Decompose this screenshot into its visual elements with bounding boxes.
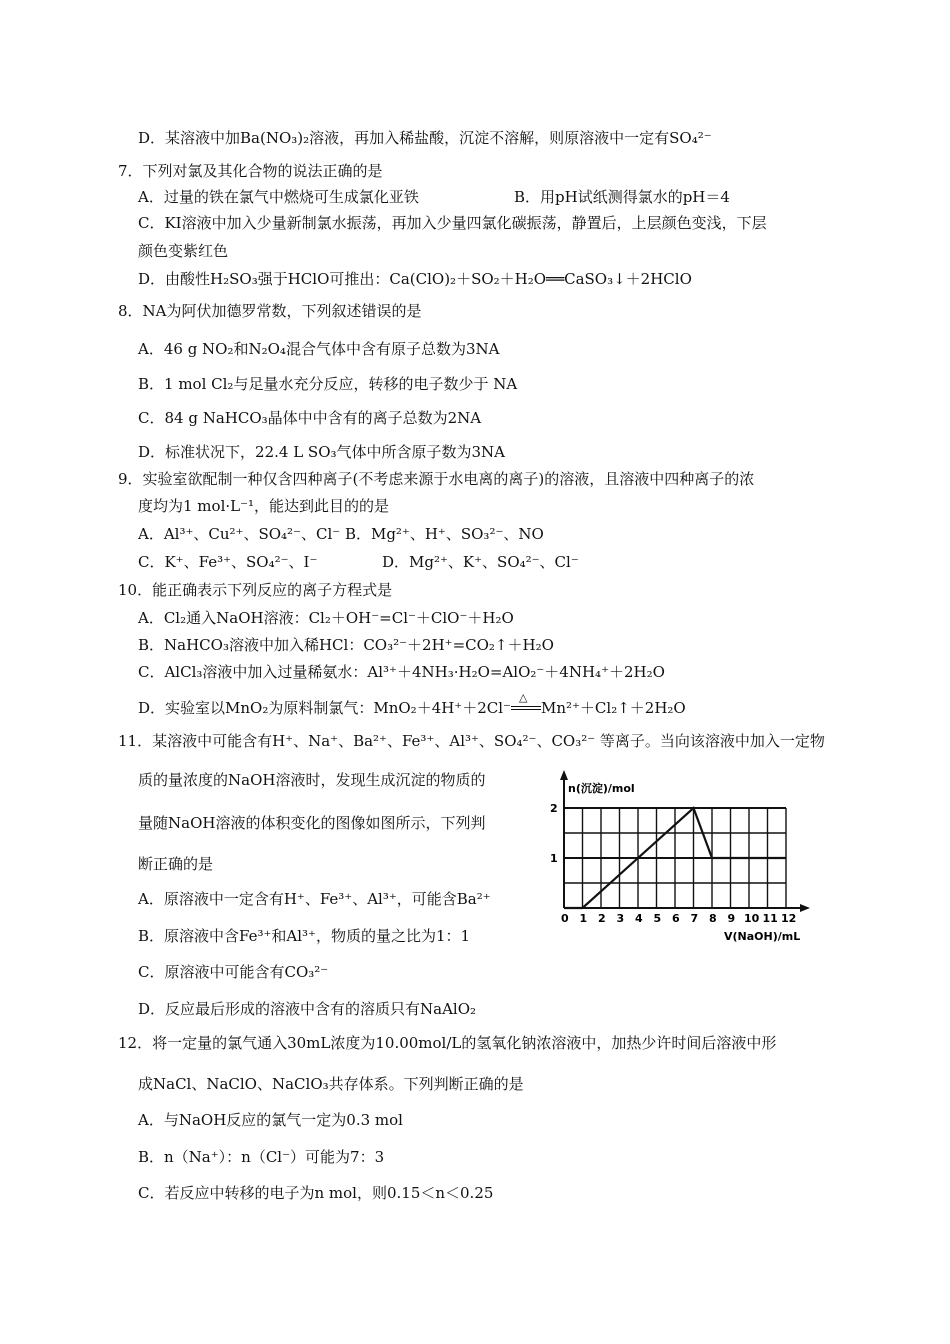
x-axis-label: V(NaOH)/mL (724, 930, 801, 943)
q10-option-b: B．NaHCO₃溶液中加入稀HCl：CO₃²⁻＋2H⁺=CO₂↑＋H₂O (138, 636, 554, 654)
q11-option-a: A．原溶液中一定含有H⁺、Fe³⁺、Al³⁺，可能含Ba²⁺ (138, 890, 491, 908)
q7-option-b: B．用pH试纸测得氯水的pH＝4 (514, 188, 730, 206)
q8-option-c: C．84 g NaHCO₃晶体中中含有的离子总数为2NA (138, 409, 482, 427)
precipitate-chart (548, 768, 828, 948)
q8-option-a: A．46 g NO₂和N₂O₄混合气体中含有原子总数为3NA (138, 340, 500, 358)
q9-option-d: D．Mg²⁺、K⁺、SO₄²⁻、Cl⁻ (382, 553, 579, 571)
q12-stem-line1: 12．将一定量的氯气通入30mL浓度为10.00mol/L的氢氧化钠浓溶液中，加热少许时间后溶液中形 (118, 1034, 777, 1052)
q12-option-b: B．n（Na⁺）：n（Cl⁻）可能为7：3 (138, 1148, 385, 1166)
q8-option-b: B．1 mol Cl₂与足量水充分反应，转移的电子数少于 NA (138, 375, 518, 393)
y-tick-label: 1 (550, 852, 558, 865)
q7-option-c-line1: C．KI溶液中加入少量新制氯水振荡，再加入少量四氯化碳振荡，静置后，上层颜色变浅，下层 (138, 214, 767, 232)
x-tick-label: 7 (690, 912, 699, 925)
q12-stem-line2: 成NaCl、NaClO、NaClO₃共存体系。下列判断正确的是 (138, 1075, 524, 1093)
q12-option-a: A．与NaOH反应的氯气一定为0.3 mol (138, 1111, 403, 1129)
q10-option-d (138, 691, 686, 718)
x-tick-label: 3 (616, 912, 625, 925)
equal-sign (511, 706, 541, 710)
x-tick-label: 5 (653, 912, 662, 925)
q8-stem: 8．NA为阿伏加德罗常数，下列叙述错误的是 (118, 302, 422, 320)
q8-option-d: D．标准状况下，22.4 L SO₃气体中所含原子数为3NA (138, 443, 506, 461)
q10-option-d-lhs: D．实验室以MnO₂为原料制氯气：MnO₂＋4H⁺＋2Cl⁻ (138, 699, 511, 717)
x-tick-label: 0 (561, 912, 569, 925)
q7-option-a: A．过量的铁在氯气中燃烧可生成氯化亚铁 (138, 188, 419, 206)
x-tick-label: 2 (598, 912, 606, 925)
delta-symbol: △ (518, 691, 528, 704)
chart-ticks (550, 802, 796, 925)
x-tick-label: 11 (762, 912, 778, 925)
q11-stem-line3: 量随NaOH溶液的体积变化的图像如图所示，下列判 (138, 814, 486, 832)
x-tick-label: 9 (727, 912, 736, 925)
x-tick-label: 8 (709, 912, 717, 925)
q11-option-c: C．原溶液中可能含有CO₃²⁻ (138, 963, 329, 981)
x-tick-label: 10 (744, 912, 760, 925)
q11-option-d: D．反应最后形成的溶液中含有的溶质只有NaAlO₂ (138, 1000, 477, 1018)
x-tick-label: 4 (635, 912, 643, 925)
q11-option-b: B．原溶液中含Fe³⁺和Al³⁺，物质的量之比为1：1 (138, 927, 471, 945)
q11-stem-line1: 11．某溶液中可能含有H⁺、Na⁺、Ba²⁺、Fe³⁺、Al³⁺、SO₄²⁻、CO₃²⁻ 等离子。当向该溶液中加入一定物 (118, 732, 825, 750)
q10-option-a: A．Cl₂通入NaOH溶液：Cl₂＋OH⁻=Cl⁻＋ClO⁻＋H₂O (138, 609, 514, 627)
q12-option-c: C．若反应中转移的电子为n mol，则0.15＜n＜0.25 (138, 1184, 494, 1202)
q9-option-c: C．K⁺、Fe³⁺、SO₄²⁻、I⁻ (138, 553, 318, 571)
y-axis-arrow (560, 770, 568, 780)
heat-condition (511, 691, 541, 716)
q11-stem-line4: 断正确的是 (138, 855, 214, 873)
q9-option-ab: A．Al³⁺、Cu²⁺、SO₄²⁻、Cl⁻ B．Mg²⁺、H⁺、SO₃²⁻、NO (138, 525, 544, 543)
q6-option-d: D．某溶液中加Ba(NO₃)₂溶液，再加入稀盐酸，沉淀不溶解，则原溶液中一定有SO₄²⁻ (138, 129, 712, 147)
q7-option-c-line2: 颜色变紫红色 (138, 242, 229, 260)
q10-stem: 10．能正确表示下列反应的离子方程式是 (118, 581, 393, 599)
q7-option-d: D．由酸性H₂SO₃强于HClO可推出：Ca(ClO)₂＋SO₂＋H₂O══CaSO₃↓＋2HClO (138, 270, 692, 288)
x-tick-label: 12 (781, 912, 797, 925)
x-tick-label: 1 (579, 912, 588, 925)
q10-option-d-rhs: Mn²⁺＋Cl₂↑＋2H₂O (540, 699, 686, 717)
q9-stem-line1: 9．实验室欲配制一种仅含四种离子(不考虑来源于水电离的离子)的溶液，且溶液中四种离子的浓 (118, 470, 755, 488)
y-axis-label: n(沉淀)/mol (568, 782, 635, 795)
x-axis-arrow (800, 904, 810, 912)
q11-stem-line2: 质的量浓度的NaOH溶液时，发现生成沉淀的物质的 (138, 771, 486, 789)
x-tick-label: 6 (672, 912, 680, 925)
q10-option-c: C．AlCl₃溶液中加入过量稀氨水：Al³⁺＋4NH₃·H₂O=AlO₂⁻＋4NH₄⁺＋2H₂O (138, 663, 665, 681)
y-tick-label: 2 (550, 802, 558, 815)
q9-stem-line2: 度均为1 mol·L⁻¹，能达到此目的的是 (138, 497, 390, 515)
q7-stem: 7．下列对氯及其化合物的说法正确的是 (118, 162, 383, 180)
